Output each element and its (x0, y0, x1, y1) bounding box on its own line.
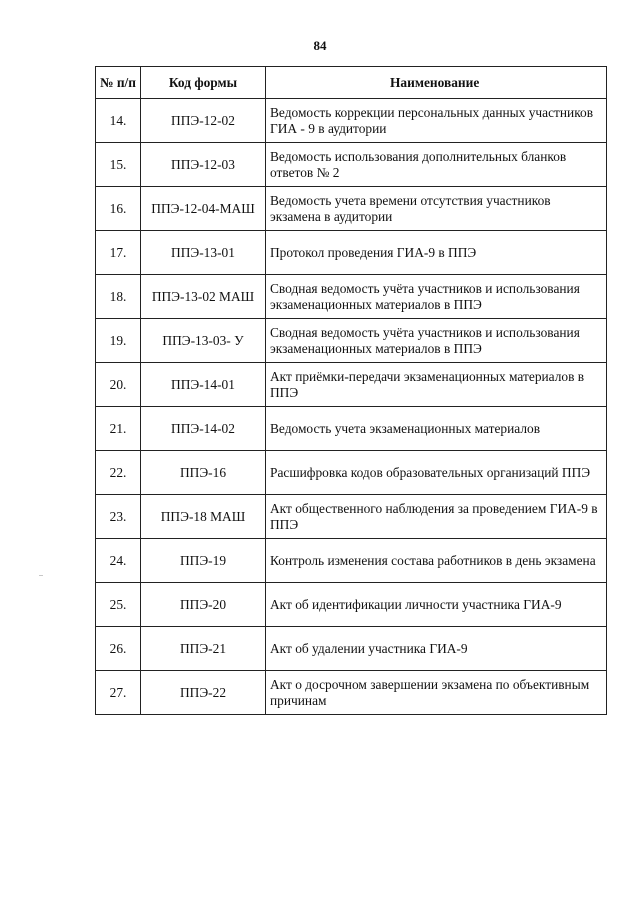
row-code: ППЭ-18 МАШ (141, 495, 266, 539)
row-num: 20. (96, 363, 141, 407)
margin-mark (39, 575, 43, 576)
table-row (96, 451, 607, 495)
row-name: Протокол проведения ГИА-9 в ППЭ (266, 231, 607, 275)
row-name: Расшифровка кодов образовательных организаций ППЭ (266, 451, 607, 495)
row-num: 19. (96, 319, 141, 363)
table-row (96, 187, 607, 231)
row-num: 26. (96, 627, 141, 671)
row-num: 27. (96, 671, 141, 715)
table-row (96, 627, 607, 671)
table-row (96, 231, 607, 275)
table-row (96, 319, 607, 363)
table-row (96, 275, 607, 319)
row-code: ППЭ-14-02 (141, 407, 266, 451)
header-name: Наименование (266, 67, 607, 99)
table-row (96, 539, 607, 583)
row-name: Акт приёмки-передачи экзаменационных материалов в ППЭ (266, 363, 607, 407)
row-code: ППЭ-13-01 (141, 231, 266, 275)
row-code: ППЭ-22 (141, 671, 266, 715)
row-code: ППЭ-13-02 МАШ (141, 275, 266, 319)
row-name: Акт общественного наблюдения за проведением ГИА-9 в ППЭ (266, 495, 607, 539)
page-number: 84 (313, 38, 327, 53)
row-num: 24. (96, 539, 141, 583)
table-row (96, 407, 607, 451)
row-name: Акт об идентификации личности участника ГИА-9 (266, 583, 607, 627)
row-num: 16. (96, 187, 141, 231)
row-num: 14. (96, 99, 141, 143)
header-code: Код формы (141, 67, 266, 99)
forms-table (95, 66, 607, 715)
row-num: 22. (96, 451, 141, 495)
table-row (96, 671, 607, 715)
row-code: ППЭ-20 (141, 583, 266, 627)
row-name: Сводная ведомость учёта участников и использования экзаменационных материалов в ППЭ (266, 319, 607, 363)
row-name: Сводная ведомость учёта участников и использования экзаменационных материалов в ППЭ (266, 275, 607, 319)
row-num: 25. (96, 583, 141, 627)
row-name: Ведомость использования дополнительных бланков ответов № 2 (266, 143, 607, 187)
row-num: 23. (96, 495, 141, 539)
row-code: ППЭ-12-03 (141, 143, 266, 187)
row-name: Акт о досрочном завершении экзамена по объективным причинам (266, 671, 607, 715)
row-code: ППЭ-12-02 (141, 99, 266, 143)
table-row (96, 99, 607, 143)
row-num: 21. (96, 407, 141, 451)
row-name: Контроль изменения состава работников в день экзамена (266, 539, 607, 583)
row-name: Акт об удалении участника ГИА-9 (266, 627, 607, 671)
header-num: № п/п (96, 67, 141, 99)
row-code: ППЭ-12-04-МАШ (141, 187, 266, 231)
row-num: 15. (96, 143, 141, 187)
table-header-row (96, 67, 607, 99)
table-row (96, 495, 607, 539)
row-code: ППЭ-19 (141, 539, 266, 583)
row-code: ППЭ-13-03- У (141, 319, 266, 363)
row-code: ППЭ-21 (141, 627, 266, 671)
row-name: Ведомость учета экзаменационных материалов (266, 407, 607, 451)
table-row (96, 583, 607, 627)
row-num: 17. (96, 231, 141, 275)
row-name: Ведомость учета времени отсутствия участников экзамена в аудитории (266, 187, 607, 231)
table-row (96, 143, 607, 187)
row-code: ППЭ-14-01 (141, 363, 266, 407)
row-name: Ведомость коррекции персональных данных участников ГИА - 9 в аудитории (266, 99, 607, 143)
row-code: ППЭ-16 (141, 451, 266, 495)
table-row (96, 363, 607, 407)
row-num: 18. (96, 275, 141, 319)
